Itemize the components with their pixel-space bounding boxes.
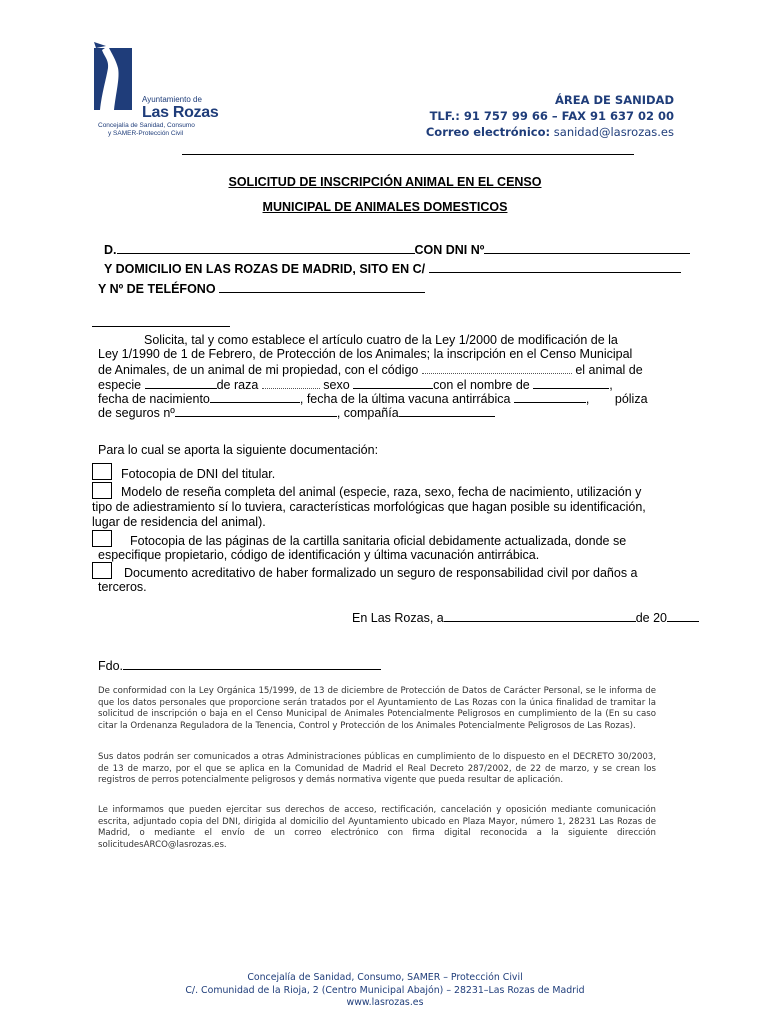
address-label: Y DOMICILIO EN LAS ROZAS DE MADRID, SITO EN C/ xyxy=(104,262,426,276)
municipality-logo xyxy=(92,42,232,137)
date-label: En Las Rozas, a xyxy=(352,611,444,625)
email-label: Correo electrónico: xyxy=(425,125,551,139)
policy-label: póliza xyxy=(614,392,648,406)
signature-label: Fdo. xyxy=(98,659,124,673)
request-line2: Ley 1/1990 de 1 de Febrero, de Protección de los Animales; la inscripción en el Censo Municipal xyxy=(98,347,633,361)
section-divider xyxy=(92,326,230,327)
pet-name-label: con el nombre de xyxy=(433,378,530,392)
privacy-paragraph-2: Sus datos podrán ser comunicados a otras Administraciones públicas en cumplimiento de lo dispuesto en el DECRETO 30/2003, de 13 de marzo, por el que se aplica en la Comunidad de Madrid el Real Decreto 287/2002, de 22 de marzo, y se crean los registros de perros potencialmente peligrosos y demás normativa vigente que pueda resultar de aplicación. xyxy=(98,752,656,786)
address-field[interactable] xyxy=(429,260,681,273)
name-label: D. xyxy=(104,243,117,257)
footer-line2: C/. Comunidad de la Rioja, 2 (Centro Municipal Abajón) – 28231–Las Rozas de Madrid xyxy=(185,984,585,996)
species-label: especie xyxy=(98,378,142,392)
email-value: sanidad@lasrozas.es xyxy=(553,125,674,139)
doc2-text-line1: Modelo de reseña completa del animal (especie, raza, sexo, fecha de nacimiento, utilización y xyxy=(121,485,642,499)
birth-date-label: fecha de nacimiento xyxy=(98,392,210,406)
code-label: de Animales, de un animal de mi propiedad, con el código xyxy=(98,363,419,377)
doc1-text: Fotocopia de DNI del titular. xyxy=(121,467,276,481)
request-line1: Solicita, tal y como establece el artículo cuatro de la Ley 1/2000 de modificación de la xyxy=(144,333,618,347)
sex-label: sexo xyxy=(323,378,350,392)
dni-label: CON DNI Nº xyxy=(414,243,485,257)
phone-field[interactable] xyxy=(219,280,425,293)
form-title-line2: MUNICIPAL DE ANIMALES DOMESTICOS xyxy=(262,200,508,214)
phone-label: Y Nº DE TELÉFONO xyxy=(98,282,216,296)
logo-title-line1: Ayuntamiento de xyxy=(142,95,202,104)
department-name: ÁREA DE SANIDAD xyxy=(555,93,674,107)
las-rozas-logo-icon xyxy=(92,42,134,114)
sex-field[interactable] xyxy=(353,376,433,389)
footer xyxy=(0,972,770,1010)
logo-title-line2: Las Rozas xyxy=(142,104,219,121)
privacy-paragraph-1: De conformidad con la Ley Orgánica 15/1999, de 13 de diciembre de Protección de Datos de Carácter Personal, se le informa de que los datos personales que proporcione serán tratados por el Ayuntamiento de Las Rozas con la única finalidad de tramitar la solicitud de inscripción o baja en el Censo Municipal de Animales Potencialmente Peligrosos en cumplimiento de la (En su caso citar la Ordenanza Reguladora de la Tenencia, Control y Protección de los Animales Potencialmente Peligrosos de Las Rozas). xyxy=(98,686,656,732)
header-divider xyxy=(182,154,634,155)
date-field[interactable] xyxy=(444,609,636,622)
vaccine-label: , fecha de la última vacuna antirrábica xyxy=(299,392,511,406)
breed-label: de raza xyxy=(216,378,259,392)
logo-subtitle-line2: y SAMER-Protección Civil xyxy=(108,130,184,137)
doc4-text-line2: terceros. xyxy=(98,580,147,594)
company-field[interactable] xyxy=(399,404,495,417)
doc4-checkbox[interactable] xyxy=(92,562,112,579)
doc3-checkbox[interactable] xyxy=(92,530,112,547)
applicant-name-row xyxy=(104,241,690,257)
doc2-text-line3: lugar de residencia del animal). xyxy=(92,515,266,529)
year-field[interactable] xyxy=(667,609,699,622)
insurance-label: de seguros nº xyxy=(98,406,175,420)
request-line4: especie de raza sexo con el nombre de , xyxy=(98,378,613,392)
dni-field[interactable] xyxy=(484,241,690,254)
privacy-paragraph-3: Le informamos que pueden ejercitar sus derechos de acceso, rectificación, cancelación y oposición mediante comunicación escrita, adjuntado copia del DNI, dirigida al domicilio del Ayuntamiento ubicado en Plaza Mayor, número 1, 28231 Las Rozas de Madrid, o mediante el envío de un correo electrónico con firma digital reconocida a la siguiente dirección solicitudesARCO@lasrozas.es. xyxy=(98,805,656,851)
animal-label: el animal de xyxy=(575,363,643,377)
company-label: , compañía xyxy=(336,406,399,420)
signature-field[interactable] xyxy=(123,657,381,670)
email-line xyxy=(426,124,674,140)
phone-fax: TLF.: 91 757 99 66 – FAX 91 637 02 00 xyxy=(429,109,674,123)
species-field[interactable] xyxy=(145,376,217,389)
date-row xyxy=(352,609,699,625)
request-line3 xyxy=(98,361,643,377)
form-title-line1: SOLICITUD DE INSCRIPCIÓN ANIMAL EN EL CENSO xyxy=(228,175,542,189)
request-line6 xyxy=(98,404,495,420)
header-contact xyxy=(426,92,674,140)
doc3-text-line2: especifique propietario, código de identificación y última vacunación antirrábica. xyxy=(98,548,540,562)
footer-website-link[interactable]: www.lasrozas.es xyxy=(346,997,424,1008)
footer-line1: Concejalía de Sanidad, Consumo, SAMER – Protección Civil xyxy=(247,972,523,983)
code-field[interactable] xyxy=(422,361,572,374)
address-row xyxy=(104,260,681,276)
doc2-checkbox[interactable] xyxy=(92,482,112,499)
doc3-text-line1: Fotocopia de las páginas de la cartilla sanitaria oficial debidamente actualizada, donde se xyxy=(130,534,627,548)
signature-row xyxy=(98,657,381,673)
documentation-intro: Para lo cual se aporta la siguiente documentación: xyxy=(98,443,379,457)
doc1-checkbox[interactable] xyxy=(92,463,112,480)
logo-subtitle-line1: Concejalía de Sanidad, Consumo xyxy=(98,122,195,129)
pet-name-field[interactable] xyxy=(533,376,609,389)
doc4-text-line1: Documento acreditativo de haber formalizado un seguro de responsabilidad civil por daños a xyxy=(124,566,638,580)
vaccine-date-field[interactable] xyxy=(514,390,586,403)
name-field[interactable] xyxy=(117,241,415,254)
birth-date-field[interactable] xyxy=(210,390,300,403)
request-line5: fecha de nacimiento , fecha de la última vacuna antirrábica , póliza xyxy=(98,392,648,406)
insurance-number-field[interactable] xyxy=(175,404,337,417)
phone-row xyxy=(98,280,425,296)
doc2-text-line2: tipo de adiestramiento sí lo tuviera, características morfológicas que hagan posible su identificación, xyxy=(92,500,646,514)
year-label: de 20 xyxy=(635,611,667,625)
breed-field[interactable] xyxy=(262,376,320,389)
